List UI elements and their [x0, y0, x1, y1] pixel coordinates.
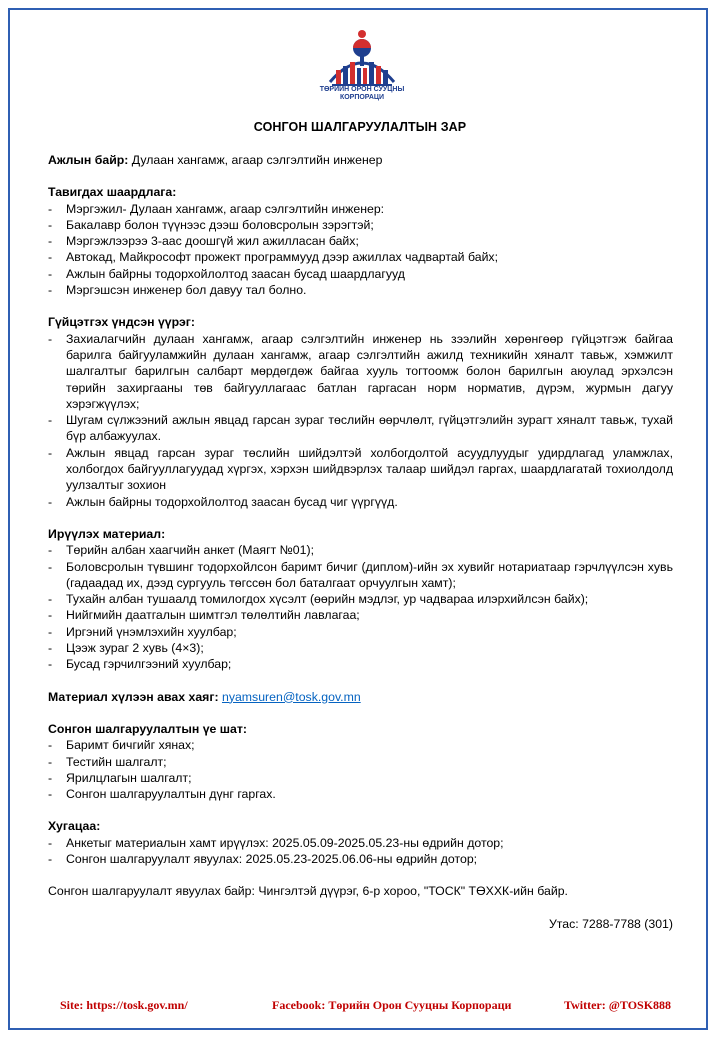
footer-facebook-link[interactable]: Facebook: Төрийн Орон Сууцны Корпораци	[272, 998, 512, 1012]
deadline-list	[48, 835, 673, 868]
position-value: Дулаан хангамж, агаар сэлгэлтийн инженер	[128, 153, 383, 167]
footer-twitter-link[interactable]: Twitter: @TOSK888	[564, 998, 672, 1012]
stages-list	[48, 737, 673, 802]
footer	[60, 998, 672, 1016]
contact-label: Материал хүлээн авах хаяг:	[48, 689, 219, 704]
list-item: - Бакалавр болон түүнээс дээш боловсролын зэрэгтэй;	[48, 217, 673, 233]
deadline-heading: Хугацаа:	[48, 819, 101, 834]
list-item: - Шугам сүлжээний ажлын явцад гарсан зураг төслийн өөрчлөлт, гүйцэтгэлийн зурагт хяналт тавьж, тухай бүр албажуулах.	[48, 412, 673, 445]
contact-email-link[interactable]: nyamsuren@tosk.gov.mn	[221, 689, 361, 704]
contact-line	[48, 689, 673, 705]
list-item: - Төрийн албан хаагчийн анкет (Маягт №01);	[48, 542, 673, 558]
list-item: - Баримт бичгийг хянах;	[48, 737, 673, 753]
venue-text: Сонгон шалгаруулалт явуулах байр: Чингэлтэй дүүрэг, 6-р хороо, "ТОСК" ТӨХХК-ийн байр.	[48, 884, 568, 899]
list-item: - Анкетыг материалын хамт ирүүлэх: 2025.05.09-2025.05.23-ны өдрийн дотор;	[48, 835, 673, 851]
list-item: - Ажлын байрны тодорхойлолтод заасан бусад чиг үүргүүд.	[48, 494, 673, 510]
list-item: - Сонгон шалгаруулалтын дүнг гаргах.	[48, 786, 673, 802]
list-item: - Бусад гэрчилгээний хуулбар;	[48, 656, 673, 672]
footer-site-link[interactable]: Site: https://tosk.gov.mn/	[60, 998, 188, 1012]
list-item: - Тестийн шалгалт;	[48, 754, 673, 770]
list-item: - Нийгмийн даатгалын шимтгэл төлөлтийн лавлагаа;	[48, 607, 673, 623]
requirements-list	[48, 201, 673, 299]
list-item: - Тухайн албан тушаалд томилогдох хүсэлт (өөрийн мэдлэг, ур чадвараа илэрхийлсэн байх);	[48, 591, 673, 607]
document-title: СОНГОН ШАЛГАРУУЛАЛТЫН ЗАР	[253, 120, 467, 134]
materials-heading: Ирүүлэх материал:	[48, 526, 166, 541]
list-item: - Мэргэшсэн инженер бол давуу тал болно.	[48, 282, 673, 298]
duties-list	[48, 331, 673, 510]
list-item: - Мэргэжлээрээ 3-аас доошгүй жил ажилласан байх;	[48, 233, 673, 249]
position-label: Ажлын байр:	[48, 153, 129, 167]
list-item: - Сонгон шалгаруулалт явуулах: 2025.05.23-2025.06.06-ны өдрийн дотор;	[48, 851, 673, 867]
list-item: - Боловсролын түвшинг тодорхойлсон баримт бичиг (диплом)-ийн эх хувийг нотариатаар гэрчлүүлсэн хувь (гадаадад их, дээд сургууль төгссөн бол баталгаат орчуулгын хамт);	[48, 559, 673, 592]
phone-number: Утас: 7288-7788 (301)	[548, 916, 673, 931]
list-item: - Цээж зураг 2 хувь (4×3);	[48, 640, 673, 656]
materials-list	[48, 542, 673, 672]
list-item: - Захиалагчийн дулаан хангамж, агаар сэлгэлтийн инженер нь зээлийн хөрөнгөөр гүйцэтгэж байгаа барилга байгууламжийн дулаан хангамж, агаар сэлгэлтийн ажилд техникийн хяналт тавьж, хэмжилт шалгалтыг барилгын салбарт мөрдөгдөж байгаа хууль тогтоомж болон барилгын аюулад эрхэлсэн төрийн захиргааны төв байгууллагаас батлан гаргасан норм норматив, дүрэм, журмын дагуу хэрэгжүүлэх;	[48, 331, 673, 412]
logo-name-line1: ТӨРИЙН ОРОН СУУЦНЫ	[319, 86, 405, 93]
list-item: - Ажлын байрны тодорхойлолтод заасан бусад шаардлагууд	[48, 266, 673, 282]
document-body	[48, 152, 673, 932]
list-item: - Ажлын явцад гарсан зураг төслийн шийдэлтэй холбогдолтой асуудлуудыг удирдлагад уламжлах, холбогдох байгууллагуудад хүргэх, хэрхэн шийдвэрлэх талаар шийдэл гаргах, шаардлагатай тохиолдолд уулзалтыг зохион	[48, 445, 673, 494]
duties-heading: Гүйцэтгэх үндсэн үүрэг:	[48, 315, 196, 330]
requirements-heading: Тавигдах шаардлага:	[48, 185, 177, 200]
list-item: - Ярилцлагын шалгалт;	[48, 770, 673, 786]
logo-org-name	[300, 86, 424, 102]
list-item: - Автокад, Майкрософт прожект программууд дээр ажиллах чадвартай байх;	[48, 249, 673, 265]
list-item: - Мэргэжил- Дулаан хангамж, агаар сэлгэлтийн инженер:	[48, 201, 673, 217]
position-line	[48, 152, 673, 168]
list-item: - Иргэний үнэмлэхийн хуулбар;	[48, 624, 673, 640]
stages-heading: Сонгон шалгаруулалтын үе шат:	[48, 721, 247, 736]
logo-name-line2: КОРПОРАЦИ	[339, 94, 385, 101]
